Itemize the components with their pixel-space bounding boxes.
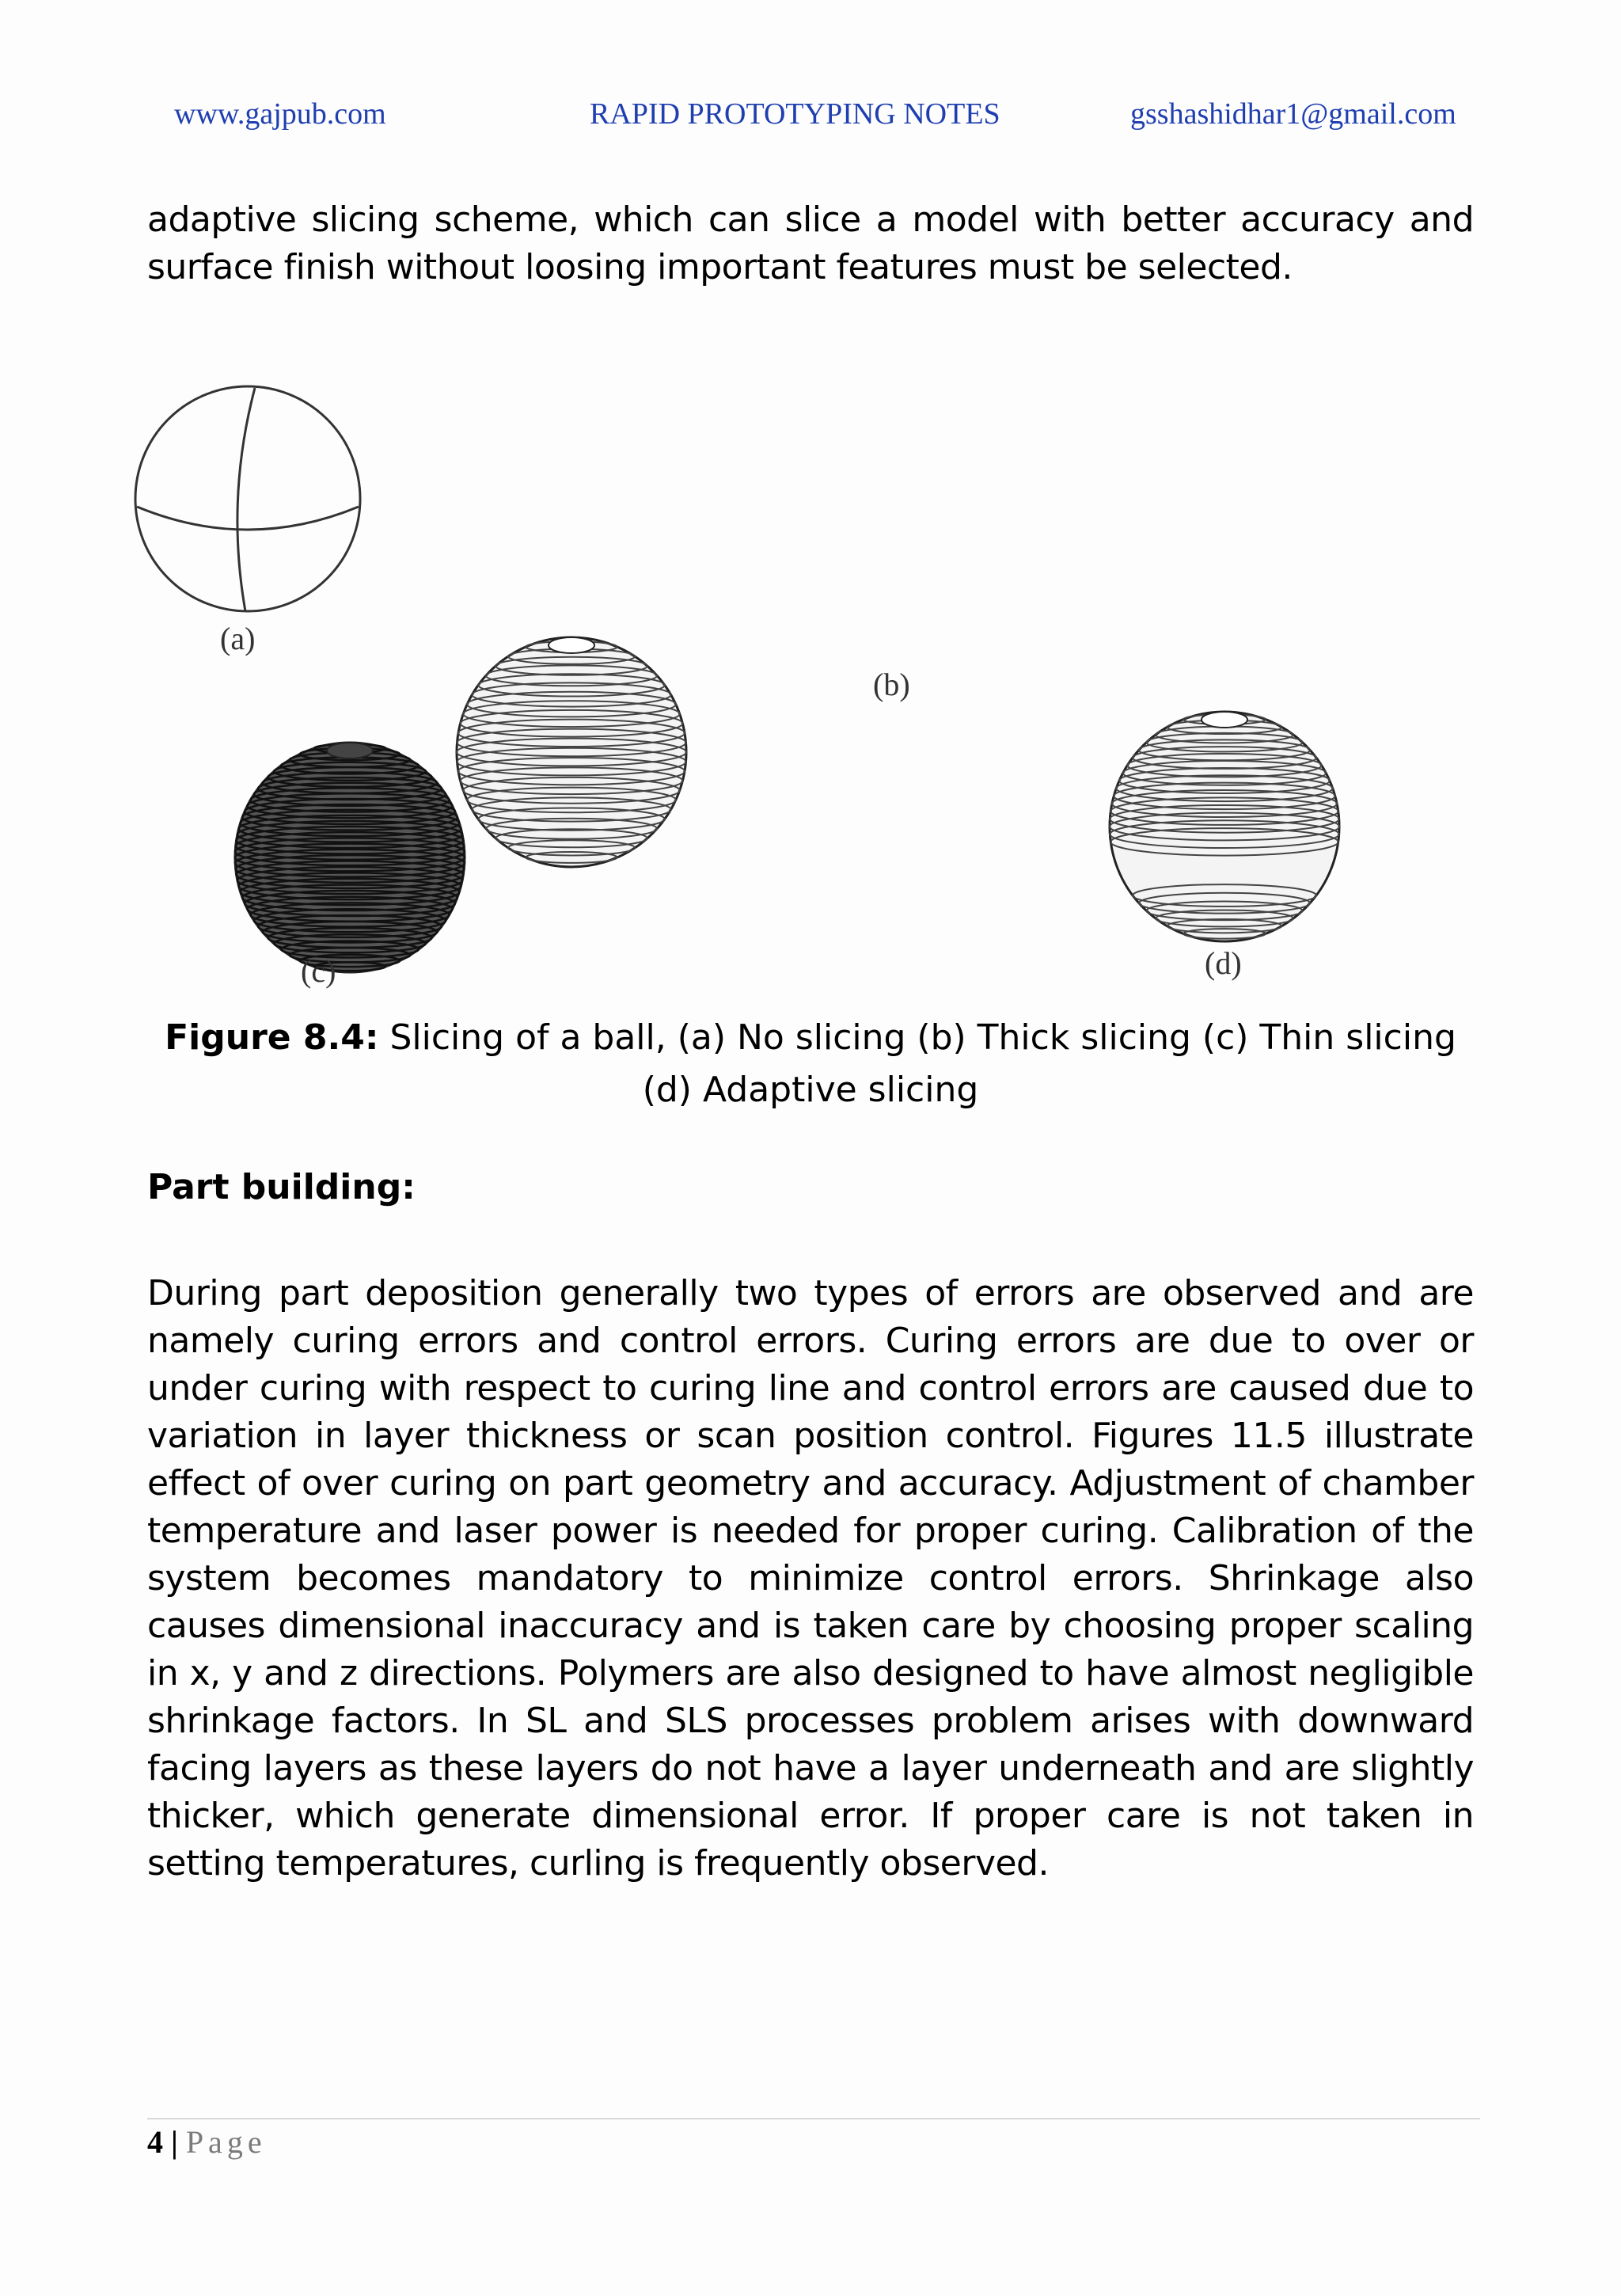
ball-thick-slicing xyxy=(457,637,686,867)
slicing-figure xyxy=(119,372,1504,990)
footer-divider xyxy=(147,2118,1480,2119)
header-website[interactable]: www.gajpub.com xyxy=(174,97,386,131)
header-email[interactable]: gsshashidhar1@gmail.com xyxy=(1130,97,1456,131)
panel-label-d: (d) xyxy=(1205,945,1242,981)
ball-thin-slicing xyxy=(235,743,465,972)
caption-text: Slicing of a ball, (a) No slicing (b) Thick slicing (c) Thin slicing (d) Adaptive slicing xyxy=(389,1017,1456,1110)
page-number: 4 xyxy=(147,2124,163,2160)
header-title: RAPID PROTOTYPING NOTES xyxy=(590,97,1000,131)
page-footer xyxy=(147,2123,267,2161)
caption-label: Figure 8.4: xyxy=(165,1017,379,1058)
section-body: During part deposition generally two types of errors are observed and are namely curing errors and control errors. Curing errors are due to over or under curing with respect to curing line and control errors are caused due to variation in layer thickness or scan position control. Figures 11.5 illustrate effect of over curing on part geometry and accuracy. Adjustment of chamber temperature and laser power is needed for proper curing. Calibration of the system becomes mandatory to minimize control errors. Shrinkage also causes dimensional inaccuracy and is taken care by choosing proper scaling in x, y and z directions. Polymers are also designed to have almost negligible shrinkage factors. In SL and SLS processes problem arises with downward facing layers as these layers do not have a layer underneath and are slightly thicker, which generate dimensional error. If proper care is not taken in setting temperatures, curling is frequently observed. xyxy=(147,1273,1474,1884)
ball-no-slicing xyxy=(135,386,360,611)
panel-label-a: (a) xyxy=(220,621,256,656)
panel-label-c: (c) xyxy=(301,953,336,989)
section-heading: Part building: xyxy=(147,1167,416,1207)
footer-separator: | xyxy=(171,2124,178,2160)
panel-label-b: (b) xyxy=(873,667,910,702)
intro-paragraph: adaptive slicing scheme, which can slice a model with better accuracy and surface finish without loosing important features must be selected. xyxy=(147,200,1474,287)
figure-caption xyxy=(147,1012,1474,1116)
ball-adaptive-slicing xyxy=(1110,712,1339,941)
page-word: Page xyxy=(185,2124,267,2160)
